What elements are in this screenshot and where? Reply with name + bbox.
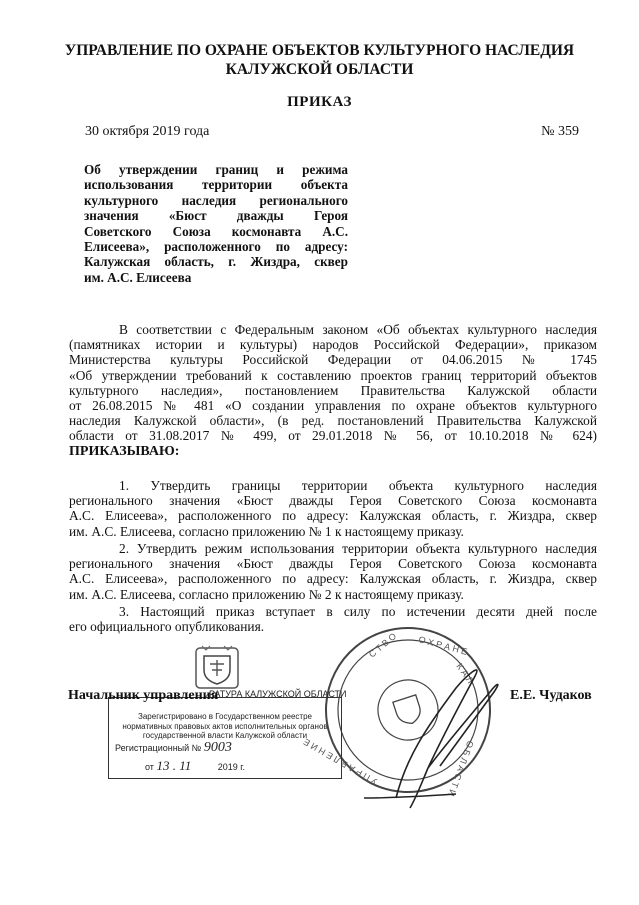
svg-text:О Х Р А Н Е: О Х Р А Н Е — [417, 634, 469, 657]
subject-line: культурного наследия регионального — [84, 192, 348, 208]
order-item-1 — [69, 478, 597, 539]
document-date: 30 октября 2019 года — [85, 124, 210, 139]
registration-stamp-text: Зарегистрировано в Государственном реестре нормативных правовых актов исполнительных органов государственной власти Калужской области — [122, 712, 328, 740]
registration-date-row — [145, 758, 245, 773]
subject-line: им. А.С. Елисеева — [84, 269, 192, 285]
order-word: ПРИКАЗЫВАЮ: — [69, 443, 180, 459]
document-type-title: ПРИКАЗ — [287, 94, 352, 110]
registration-number-label: Регистрационный № — [115, 743, 202, 753]
registration-stamp-header: РАТУРА КАЛУЖСКОЙ ОБЛАСТИ — [209, 689, 347, 699]
item-line: им. А.С. Елисеева, согласно приложению № 2 к настоящему приказу. — [69, 586, 464, 602]
preamble-line: Министерства культуры Российской Федерации от 04.06.2015 № 1745 — [69, 352, 597, 368]
signatory-role: Начальник управления — [68, 688, 219, 703]
organization-name-line2: КАЛУЖСКОЙ ОБЛАСТИ — [225, 61, 414, 78]
preamble-line: (памятниках истории и культуры) народов Российской Федерации», приказом — [69, 337, 597, 353]
item-line: им. А.С. Елисеева, согласно приложению № 1 к настоящему приказу. — [69, 523, 464, 539]
organization-name-line1: УПРАВЛЕНИЕ ПО ОХРАНЕ ОБЪЕКТОВ КУЛЬТУРНОГО НАСЛЕДИЯ — [64, 42, 575, 59]
preamble-line: наследия Калужской области», (в ред. постановлений Правительства Калужской — [69, 413, 597, 429]
registration-date-prefix: от — [145, 762, 154, 772]
registration-number-value: 9003 — [203, 740, 232, 755]
item-line: его официального опубликования. — [69, 619, 265, 635]
preamble-line: В соответствии с Федеральным законом «Об объектах культурного наследия — [119, 322, 597, 337]
svg-text:У П Р А В Л Е Н И Е: У П Р А В Л Е Н И Е — [301, 736, 379, 787]
registration-date-year: 2019 г. — [217, 762, 245, 772]
subject-line: использования территории объекта — [84, 177, 348, 193]
item-line: регионального значения «Бюст дважды Героя Советского Союза космонавта — [69, 493, 597, 509]
order-item-2 — [69, 541, 597, 602]
item-line: 3. Настоящий приказ вступает в силу по истечении десяти дней после — [119, 604, 597, 619]
signatory-name: Е.Е. Чудаков — [510, 688, 592, 703]
item-line: А.С. Елисеева», расположенного по адресу: Калужская область, г. Жиздра, сквер — [69, 571, 597, 587]
subject-line: Советского Союза космонавта А.С. — [84, 223, 348, 239]
document-subject — [84, 162, 348, 285]
svg-text:К А Л: К А Л — [454, 661, 476, 686]
item-line: 2. Утвердить режим использования территории объекта культурного наследия — [119, 541, 597, 556]
svg-text:С Т В О: С Т В О — [366, 630, 399, 660]
preamble-line: «Об утверждении требований к составлению проектов границ территорий объектов — [69, 367, 597, 383]
registration-number-row — [115, 740, 232, 755]
subject-line: значения «Бюст дважды Героя — [84, 208, 348, 224]
subject-line: Калужская область, г. Жиздра, сквер — [84, 254, 348, 270]
preamble-line: от 26.08.2015 № 481 «О создании управления по охране объектов культурного — [69, 398, 597, 414]
svg-text:О Б Л А С Т И: О Б Л А С Т И — [446, 739, 476, 798]
subject-line: Об утверждении границ и режима — [84, 162, 348, 177]
preamble-line: культурного наследия», постановлением Правительства Калужской области — [69, 382, 597, 398]
item-line: регионального значения «Бюст дважды Героя Советского Союза космонавта — [69, 556, 597, 572]
document-number: № 359 — [541, 124, 579, 139]
preamble-line: области от 31.08.2017 № 499, от 29.01.2018 № 56, от 10.10.2018 № 624) — [69, 428, 597, 444]
handwritten-signature — [356, 648, 506, 818]
registration-date-value: 13 . 11 — [156, 758, 192, 773]
item-line: 1. Утвердить границы территории объекта культурного наследия — [119, 478, 597, 493]
subject-line: Елисеева», расположенного по адресу: — [84, 239, 348, 255]
item-line: А.С. Елисеева», расположенного по адресу: Калужская область, г. Жиздра, сквер — [69, 508, 597, 524]
preamble-paragraph — [69, 322, 597, 459]
coat-of-arms-emblem — [192, 642, 242, 694]
